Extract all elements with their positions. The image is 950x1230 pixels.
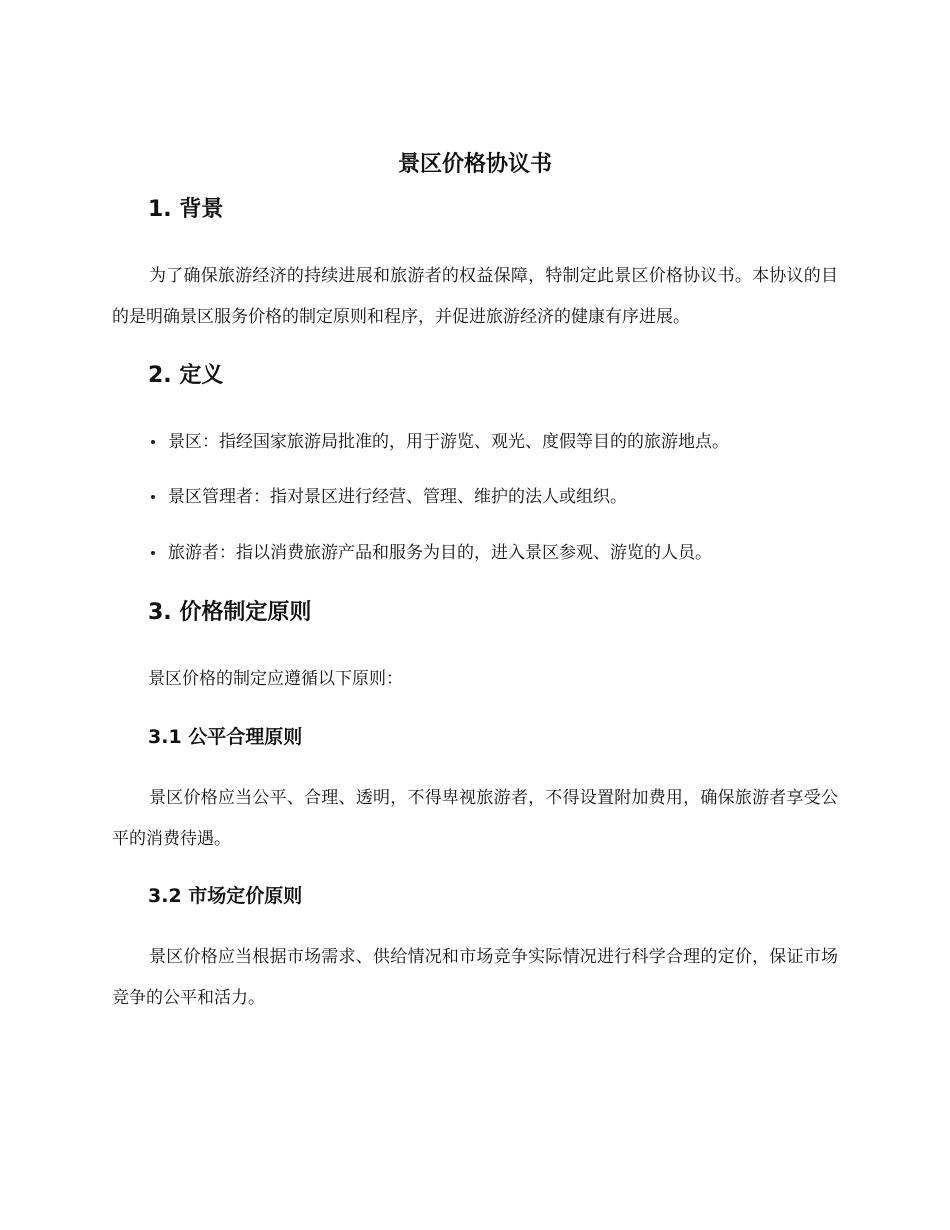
section-heading-pricing-principles: 3. 价格制定原则 (148, 600, 312, 625)
background-paragraph: 为了确保旅游经济的持续进展和旅游者的权益保障，特制定此景区价格协议书。本协议的目的是明确景区服务价格的制定原则和程序，并促进旅游经济的健康有序进展。 (112, 266, 838, 327)
pricing-principles-intro: 景区价格的制定应遵循以下原则： (148, 669, 403, 689)
subsection-heading-market-pricing: 3.2 市场定价原则 (148, 885, 303, 907)
definition-list-item (148, 482, 627, 512)
subsection-heading-fairness: 3.1 公平合理原则 (148, 726, 303, 748)
definition-list-item (148, 538, 712, 568)
bullet-icon (151, 495, 155, 499)
definition-text: 景区：指经国家旅游局批准的，用于游览、观光、度假等目的的旅游地点。 (168, 432, 729, 452)
definition-text: 景区管理者：指对景区进行经营、管理、维护的法人或组织。 (168, 487, 627, 507)
fairness-paragraph: 景区价格应当公平、合理、透明，不得卑视旅游者，不得设置附加费用，确保旅游者享受公平的消费待遇。 (112, 788, 838, 849)
bullet-icon (151, 551, 155, 555)
document-title: 景区价格协议书 (397, 152, 552, 177)
bullet-icon (151, 440, 155, 444)
definition-list-item (148, 427, 729, 457)
market-pricing-paragraph: 景区价格应当根据市场需求、供给情况和市场竞争实际情况进行科学合理的定价，保证市场竞争的公平和活力。 (112, 947, 838, 1008)
definition-text: 旅游者：指以消费旅游产品和服务为目的，进入景区参观、游览的人员。 (168, 543, 712, 563)
section-heading-background: 1. 背景 (148, 197, 224, 222)
section-heading-definitions: 2. 定义 (148, 363, 224, 388)
